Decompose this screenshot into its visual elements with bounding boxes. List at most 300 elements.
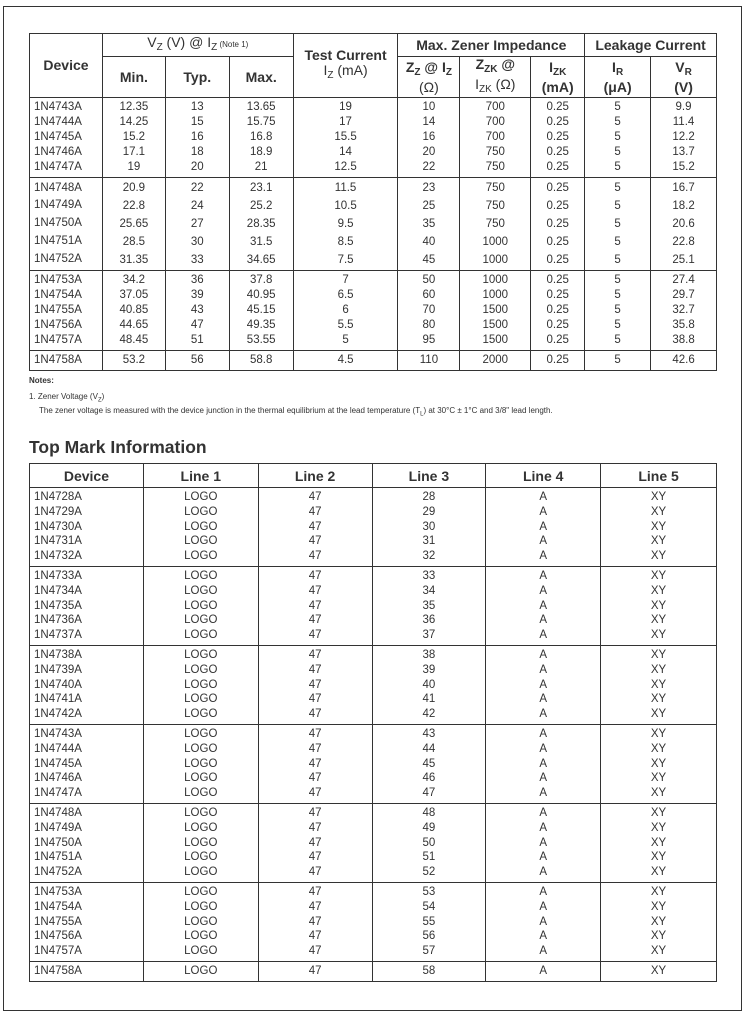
value-cell: 5 (585, 303, 651, 318)
value-cell: A (486, 742, 601, 757)
vr-unit: (V) (674, 78, 693, 95)
value-cell: XY (601, 599, 717, 614)
value-cell: XY (601, 566, 717, 583)
zz-unit: (Ω) (419, 78, 439, 95)
col-izk (531, 57, 585, 98)
device-cell: 1N4749A (30, 821, 144, 836)
table-row (30, 929, 717, 944)
zz-symbol: Z (405, 58, 415, 75)
value-cell: 6.5 (293, 288, 398, 303)
device-cell: 1N4747A (30, 786, 144, 803)
device-cell: 1N4743A (30, 98, 103, 116)
table-row (30, 288, 717, 303)
device-cell: 1N4734A (30, 584, 144, 599)
value-cell: 14.25 (102, 115, 165, 130)
value-cell: 30 (165, 232, 229, 250)
device-cell: 1N4746A (30, 771, 144, 786)
value-cell: 37.8 (229, 271, 293, 289)
note-1-close: ) (101, 392, 105, 401)
value-cell: LOGO (143, 724, 258, 741)
value-cell: 47 (258, 865, 372, 882)
table-row (30, 850, 717, 865)
value-cell: 55 (372, 915, 486, 930)
table-row (30, 613, 717, 628)
col-line-3: Line 3 (372, 464, 486, 488)
value-cell: 16.8 (229, 130, 293, 145)
table-row (30, 900, 717, 915)
col-line-1: Line 1 (143, 464, 258, 488)
value-cell: A (486, 821, 601, 836)
value-cell: LOGO (143, 534, 258, 549)
table-row (30, 214, 717, 232)
device-cell: 1N4754A (30, 900, 144, 915)
value-cell: XY (601, 929, 717, 944)
table-row (30, 599, 717, 614)
value-cell: 28.5 (102, 232, 165, 250)
value-cell: XY (601, 821, 717, 836)
value-cell: 29.7 (651, 288, 717, 303)
table-row (30, 549, 717, 566)
value-cell: 37.05 (102, 288, 165, 303)
col-line-2: Line 2 (258, 464, 372, 488)
zz-i-subscript: Z (445, 66, 452, 78)
value-cell: LOGO (143, 757, 258, 772)
note-ref: (Note 1) (217, 40, 249, 49)
ir-unit: (μA) (603, 78, 632, 95)
col-group-leakage: Leakage Current (585, 34, 717, 57)
table-row (30, 961, 717, 981)
electrical-table-body (30, 98, 717, 371)
value-cell: A (486, 505, 601, 520)
value-cell: 45.15 (229, 303, 293, 318)
value-cell: 5 (585, 178, 651, 197)
value-cell: 47 (258, 850, 372, 865)
value-cell: 1000 (460, 288, 531, 303)
device-cell: 1N4754A (30, 288, 103, 303)
value-cell: 36 (372, 613, 486, 628)
value-cell: 22.8 (102, 196, 165, 214)
value-cell: 50 (398, 271, 460, 289)
device-cell: 1N4731A (30, 534, 144, 549)
value-cell: LOGO (143, 821, 258, 836)
value-cell: A (486, 599, 601, 614)
value-cell: 52 (372, 865, 486, 882)
value-cell: 56 (372, 929, 486, 944)
value-cell: 4.5 (293, 351, 398, 371)
value-cell: LOGO (143, 850, 258, 865)
note-1-sub: Z (97, 397, 102, 404)
value-cell: LOGO (143, 836, 258, 851)
table-row (30, 488, 717, 505)
value-cell: 57 (372, 944, 486, 961)
value-cell: A (486, 488, 601, 505)
value-cell: LOGO (143, 584, 258, 599)
zzk-symbol: Z (475, 56, 485, 72)
device-cell: 1N4745A (30, 757, 144, 772)
table-row (30, 130, 717, 145)
device-cell: 1N4750A (30, 836, 144, 851)
value-cell: 10 (398, 98, 460, 116)
table-row (30, 520, 717, 535)
value-cell: 47 (258, 534, 372, 549)
value-cell: 29 (372, 505, 486, 520)
value-cell: XY (601, 692, 717, 707)
value-cell: XY (601, 850, 717, 865)
table-row (30, 692, 717, 707)
device-cell: 1N4746A (30, 145, 103, 160)
izk-subscript: ZK (552, 66, 567, 78)
value-cell: 15.2 (651, 160, 717, 178)
value-cell: 58 (372, 961, 486, 981)
value-cell: A (486, 865, 601, 882)
value-cell: LOGO (143, 566, 258, 583)
value-cell: 47 (258, 678, 372, 693)
device-cell: 1N4745A (30, 130, 103, 145)
table-row (30, 566, 717, 583)
col-device: Device (30, 464, 144, 488)
value-cell: LOGO (143, 882, 258, 899)
zz-at: @ I (420, 58, 446, 75)
device-cell: 1N4733A (30, 566, 144, 583)
device-cell: 1N4756A (30, 318, 103, 333)
value-cell: XY (601, 836, 717, 851)
device-cell: 1N4750A (30, 214, 103, 232)
value-cell: LOGO (143, 613, 258, 628)
value-cell: 56 (165, 351, 229, 371)
value-cell: 40 (372, 678, 486, 693)
col-vr (651, 57, 717, 98)
value-cell: 51 (165, 333, 229, 351)
value-cell: 95 (398, 333, 460, 351)
device-cell: 1N4757A (30, 333, 103, 351)
table-row (30, 821, 717, 836)
value-cell: 0.25 (531, 333, 585, 351)
value-cell: 16.7 (651, 178, 717, 197)
table-row (30, 882, 717, 899)
value-cell: A (486, 678, 601, 693)
value-cell: 15.5 (293, 130, 398, 145)
value-cell: 47 (258, 771, 372, 786)
value-cell: 40 (398, 232, 460, 250)
col-max: Max. (229, 57, 293, 98)
value-cell: 53.55 (229, 333, 293, 351)
value-cell: 47 (258, 821, 372, 836)
device-cell: 1N4751A (30, 850, 144, 865)
value-cell: A (486, 584, 601, 599)
table-row (30, 724, 717, 741)
device-cell: 1N4749A (30, 196, 103, 214)
value-cell: 13 (165, 98, 229, 116)
value-cell: 10.5 (293, 196, 398, 214)
value-cell: 0.25 (531, 196, 585, 214)
table-row (30, 757, 717, 772)
value-cell: 53.2 (102, 351, 165, 371)
value-cell: 35.8 (651, 318, 717, 333)
value-cell: 42 (372, 707, 486, 724)
value-cell: 22.8 (651, 232, 717, 250)
col-line-5: Line 5 (601, 464, 717, 488)
value-cell: 47 (258, 520, 372, 535)
top-mark-table (29, 463, 717, 982)
device-cell: 1N4744A (30, 115, 103, 130)
value-cell: A (486, 724, 601, 741)
izk-symbol: I (549, 58, 553, 75)
value-cell: 5 (585, 351, 651, 371)
note-1-body-a: The zener voltage is measured with the device junction in the thermal equilibrium at the lead temperature (T (39, 405, 421, 415)
value-cell: 24 (165, 196, 229, 214)
value-cell: LOGO (143, 692, 258, 707)
value-cell: 47 (258, 900, 372, 915)
value-cell: LOGO (143, 663, 258, 678)
value-cell: 23.1 (229, 178, 293, 197)
value-cell: 0.25 (531, 160, 585, 178)
iz-symbol: I (323, 62, 328, 78)
value-cell: 19 (293, 98, 398, 116)
value-cell: 44 (372, 742, 486, 757)
value-cell: 16 (165, 130, 229, 145)
value-cell: 11.5 (293, 178, 398, 197)
value-cell: 47 (258, 692, 372, 707)
table-row (30, 333, 717, 351)
device-cell: 1N4755A (30, 303, 103, 318)
value-cell: 34.65 (229, 250, 293, 271)
value-cell: 750 (460, 178, 531, 197)
value-cell: 48.45 (102, 333, 165, 351)
value-cell: 47 (258, 757, 372, 772)
value-cell: A (486, 771, 601, 786)
value-cell: 20.6 (651, 214, 717, 232)
zzk-subscript: ZK (484, 64, 498, 75)
value-cell: 22 (398, 160, 460, 178)
value-cell: 18 (165, 145, 229, 160)
table-row (30, 786, 717, 803)
device-cell: 1N4758A (30, 961, 144, 981)
value-cell: 47 (372, 786, 486, 803)
value-cell: 53 (372, 882, 486, 899)
device-cell: 1N4757A (30, 944, 144, 961)
value-cell: 15.75 (229, 115, 293, 130)
value-cell: 31.35 (102, 250, 165, 271)
value-cell: 5 (585, 333, 651, 351)
izk-unit: (mA) (541, 78, 574, 95)
value-cell: 31 (372, 534, 486, 549)
ir-subscript: R (615, 66, 624, 78)
value-cell: 47 (258, 599, 372, 614)
value-cell: A (486, 786, 601, 803)
value-cell: A (486, 707, 601, 724)
value-cell: 20 (398, 145, 460, 160)
value-cell: 47 (258, 613, 372, 628)
value-cell: 25.2 (229, 196, 293, 214)
value-cell: A (486, 882, 601, 899)
value-cell: 48 (372, 803, 486, 820)
value-cell: 8.5 (293, 232, 398, 250)
value-cell: 9.5 (293, 214, 398, 232)
value-cell: 47 (258, 944, 372, 961)
notes-title: Notes: (29, 376, 54, 385)
value-cell: A (486, 549, 601, 566)
table-row (30, 678, 717, 693)
device-cell: 1N4735A (30, 599, 144, 614)
zzk-unit: (Ω) (491, 76, 516, 92)
value-cell: 50 (372, 836, 486, 851)
device-cell: 1N4743A (30, 724, 144, 741)
value-cell: A (486, 900, 601, 915)
value-cell: 0.25 (531, 115, 585, 130)
value-cell: A (486, 961, 601, 981)
value-cell: 36 (165, 271, 229, 289)
value-cell: LOGO (143, 771, 258, 786)
value-cell: 17 (293, 115, 398, 130)
value-cell: 0.25 (531, 288, 585, 303)
table-row (30, 534, 717, 549)
col-line-4: Line 4 (486, 464, 601, 488)
value-cell: 14 (398, 115, 460, 130)
value-cell: A (486, 534, 601, 549)
value-cell: 5 (585, 214, 651, 232)
table-row (30, 803, 717, 820)
col-typ: Typ. (165, 57, 229, 98)
table-row (30, 196, 717, 214)
value-cell: 47 (258, 961, 372, 981)
value-cell: XY (601, 613, 717, 628)
col-device: Device (30, 34, 103, 98)
value-cell: 0.25 (531, 130, 585, 145)
value-cell: 0.25 (531, 303, 585, 318)
device-cell: 1N4752A (30, 250, 103, 271)
device-cell: 1N4751A (30, 232, 103, 250)
value-cell: 47 (258, 786, 372, 803)
table-row (30, 505, 717, 520)
table-row (30, 628, 717, 645)
note-1-title (29, 392, 553, 406)
value-cell: 37 (372, 628, 486, 645)
value-cell: 750 (460, 196, 531, 214)
value-cell: 80 (398, 318, 460, 333)
top-mark-table-body (30, 488, 717, 982)
table-row (30, 771, 717, 786)
table-row (30, 178, 717, 197)
value-cell: 13.65 (229, 98, 293, 116)
value-cell: A (486, 850, 601, 865)
value-cell: 700 (460, 115, 531, 130)
value-cell: XY (601, 488, 717, 505)
value-cell: XY (601, 757, 717, 772)
value-cell: 5 (585, 98, 651, 116)
value-cell: 7 (293, 271, 398, 289)
value-cell: 46 (372, 771, 486, 786)
value-cell: LOGO (143, 944, 258, 961)
value-cell: XY (601, 707, 717, 724)
value-cell: 47 (258, 803, 372, 820)
value-cell: 1500 (460, 333, 531, 351)
table-row (30, 865, 717, 882)
value-cell: 13.7 (651, 145, 717, 160)
value-cell: 12.2 (651, 130, 717, 145)
value-cell: 45 (372, 757, 486, 772)
value-cell: LOGO (143, 488, 258, 505)
value-cell: 9.9 (651, 98, 717, 116)
value-cell: XY (601, 742, 717, 757)
value-cell: 5 (585, 318, 651, 333)
value-cell: LOGO (143, 865, 258, 882)
value-cell: XY (601, 584, 717, 599)
value-cell: 12.5 (293, 160, 398, 178)
table-row (30, 318, 717, 333)
value-cell: 38 (372, 645, 486, 662)
value-cell: A (486, 645, 601, 662)
value-cell: 25.65 (102, 214, 165, 232)
value-cell: LOGO (143, 786, 258, 803)
value-cell: 47 (258, 645, 372, 662)
value-cell: LOGO (143, 549, 258, 566)
value-cell: 33 (165, 250, 229, 271)
value-cell: 38.8 (651, 333, 717, 351)
value-cell: 43 (165, 303, 229, 318)
value-cell: LOGO (143, 628, 258, 645)
value-cell: LOGO (143, 505, 258, 520)
value-cell: LOGO (143, 520, 258, 535)
value-cell: 0.25 (531, 318, 585, 333)
value-cell: XY (601, 882, 717, 899)
value-cell: 40.85 (102, 303, 165, 318)
value-cell: A (486, 628, 601, 645)
value-cell: LOGO (143, 707, 258, 724)
value-cell: XY (601, 915, 717, 930)
value-cell: 14 (293, 145, 398, 160)
value-cell: A (486, 915, 601, 930)
value-cell: 7.5 (293, 250, 398, 271)
device-cell: 1N4736A (30, 613, 144, 628)
vz-subscript: Z (156, 42, 163, 53)
value-cell: 30 (372, 520, 486, 535)
value-cell: 5 (585, 145, 651, 160)
value-cell: LOGO (143, 678, 258, 693)
value-cell: 18.2 (651, 196, 717, 214)
value-cell: 43 (372, 724, 486, 741)
device-cell: 1N4742A (30, 707, 144, 724)
value-cell: LOGO (143, 929, 258, 944)
value-cell: XY (601, 961, 717, 981)
value-cell: 5 (293, 333, 398, 351)
note-1-body-b: ) at 30°C ± 1°C and 3/8" lead length. (423, 405, 553, 415)
value-cell: 12.35 (102, 98, 165, 116)
value-cell: 110 (398, 351, 460, 371)
value-cell: 750 (460, 214, 531, 232)
value-cell: 27 (165, 214, 229, 232)
value-cell: 44.65 (102, 318, 165, 333)
value-cell: 2000 (460, 351, 531, 371)
value-cell: XY (601, 900, 717, 915)
value-cell: 5 (585, 250, 651, 271)
value-cell: A (486, 944, 601, 961)
table-row (30, 98, 717, 116)
value-cell: 47 (258, 724, 372, 741)
value-cell: 0.25 (531, 271, 585, 289)
value-cell: 15.2 (102, 130, 165, 145)
value-cell: A (486, 803, 601, 820)
value-cell: 47 (258, 929, 372, 944)
vr-subscript: R (684, 66, 692, 78)
value-cell: 39 (372, 663, 486, 678)
value-cell: XY (601, 803, 717, 820)
table-row (30, 303, 717, 318)
col-min: Min. (102, 57, 165, 98)
value-cell: LOGO (143, 915, 258, 930)
value-cell: 0.25 (531, 178, 585, 197)
note-1-title-text: 1. Zener Voltage (V (29, 392, 98, 401)
table-row (30, 742, 717, 757)
